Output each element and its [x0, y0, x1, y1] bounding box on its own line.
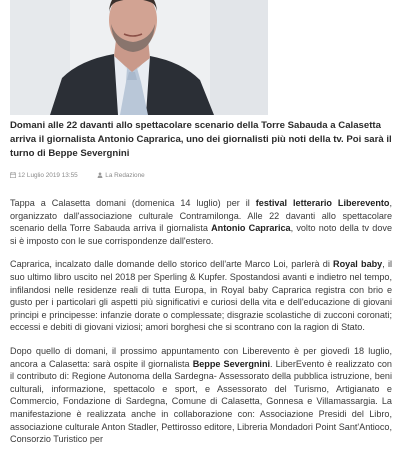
book-title: Royal baby — [333, 259, 383, 270]
p1-text-c: , organizzato dall'associazione culturale Contramilonga. Alle 22 davanti allo spettacolare scenario della Torre Sabauda arriva il giornalista — [10, 198, 392, 234]
article-body — [10, 197, 392, 457]
calendar-icon — [10, 172, 16, 178]
next-guest-name: Beppe Severgnini — [192, 358, 271, 369]
article-author[interactable]: La Redazione — [105, 172, 145, 179]
p1-text-a: Tappa a Calasetta domani (domenica 14 luglio) per il — [10, 198, 256, 208]
p2-text-c: , il suo ultimo libro uscito nel 2018 per Sperling & Kupfer. Spostandosi avanti e indietro nel tempo, infilandosi nelle residenze reali di tutta Europa, in Royal baby Caprarica registra con brio e gusto per i particolari gli aspetti più significativi e curiosi della vita e dell'educazione di giovani principi e principesse: infanzie dorate o complessate; disgrazie scolastiche di zucconi coronati; eccessi e debiti di giovani viziosi; amori borghesi che si scontrano con la ragion di Stato. — [10, 259, 393, 333]
paragraph-1 — [10, 197, 392, 247]
article-headline: Domani alle 22 davanti allo spettacolare scenario della Torre Sabauda a Calasetta arriva il giornalista Antonio Caprarica, uno dei giornalisti più noti della tv. Poi sarà il turno di Beppe Severgnini — [10, 120, 392, 159]
p3-text-a: Dopo quello di domani, il prossimo appuntamento con Liberevento è per giovedì 18 luglio, ancora a Calasetta: sarà ospite il giornalista — [10, 345, 392, 369]
guest-name: Antonio Caprarica — [211, 223, 291, 234]
article-date: 12 Luglio 2019 13:55 — [18, 172, 78, 179]
paragraph-3 — [10, 345, 392, 446]
festival-name: festival letterario Liberevento — [255, 198, 390, 208]
user-icon — [97, 172, 103, 178]
portrait-photo — [10, 0, 268, 115]
article-meta — [10, 170, 145, 182]
article-photo — [10, 0, 268, 115]
p1-text-e: , volto noto della tv dove si è imposto con le sue corrispondenze dall'estero. — [10, 223, 392, 246]
p2-text-a: Caprarica, incalzato dalle domande dello storico dell'arte Marco Loi, parlerà di — [10, 259, 334, 270]
paragraph-2 — [10, 258, 392, 334]
p3-text-c: . LiberEvento è realizzato con il contributo di: Regione Autonoma della Sardegna- Assessorato della pubblica istruzione, beni culturali, informazione, spettacolo e sport, e Assessorato del Turismo, Artigianato e Commercio, Fondazione di Sardegna, Comune di Calasetta, Gonnesa e Villamassargia. La manifestazione è realizzata anche in collaborazione con: Associazione Presidi del Libro, associazione culturale Anton Stadler, Pettirosso editore, Libreria Mondadori Point Sant'Antioco, Consorzio Turistico per — [10, 358, 392, 445]
